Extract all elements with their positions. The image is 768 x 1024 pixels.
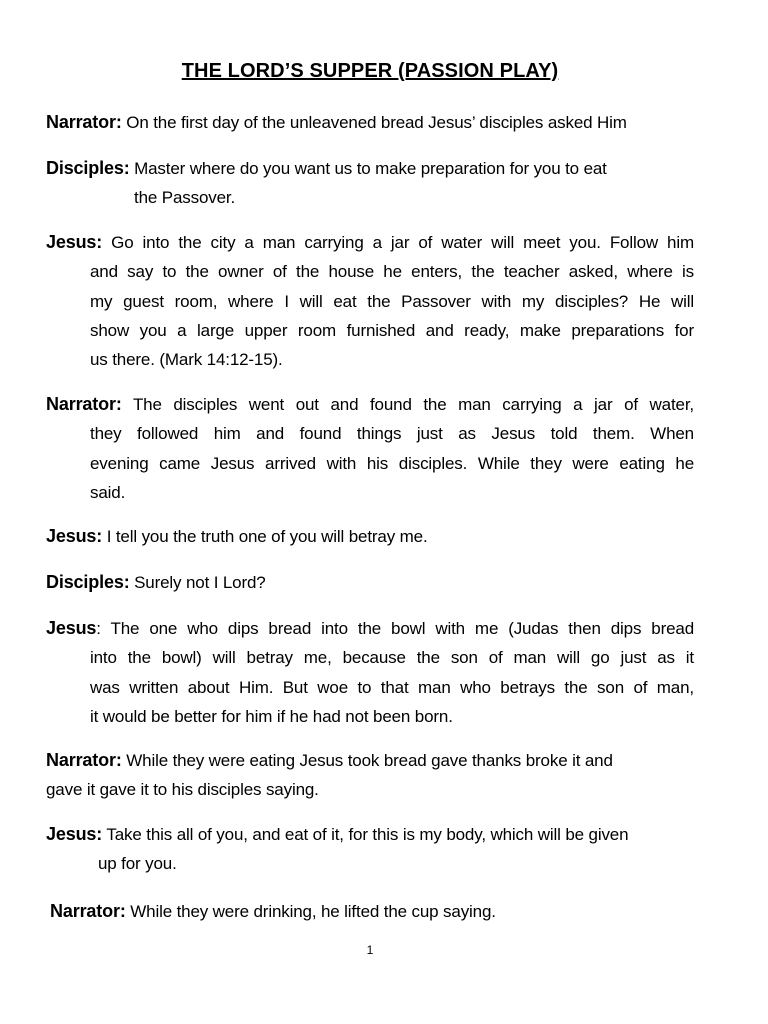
dialogue-text: into the bowl) will betray me, because the son of man will go just as it [90, 648, 694, 668]
dialogue-line [46, 702, 694, 731]
dialogue-line [46, 673, 694, 702]
dialogue-line [46, 614, 694, 643]
dialogue-paragraph [46, 897, 694, 926]
speaker-label: Jesus [46, 618, 97, 638]
dialogue-line [46, 568, 694, 597]
speaker-label: Jesus: [46, 526, 103, 546]
dialogue-line [46, 345, 694, 374]
dialogue-text: was written about Him. But woe to that man who betrays the son of man, [90, 677, 694, 697]
speaker-label: Narrator: [50, 901, 126, 921]
dialogue-line [46, 820, 694, 849]
page-title: THE LORD’S SUPPER (PASSION PLAY) [181, 60, 559, 82]
dialogue-line [46, 449, 694, 478]
dialogue-line [46, 522, 694, 551]
dialogue-line [46, 643, 694, 672]
dialogue-text: The disciples went out and found the man carrying a jar of water, [121, 395, 694, 414]
dialogue-line [46, 228, 694, 257]
dialogue-line [46, 154, 694, 183]
dialogue-paragraph [46, 614, 694, 731]
speaker-label: Narrator: [46, 112, 122, 132]
dialogue-line [46, 849, 694, 878]
dialogue-text: While they were drinking, he lifted the cup saying. [125, 902, 496, 921]
page-number: 1 [366, 943, 374, 957]
dialogue-text: and say to the owner of the house he enters, the teacher asked, where is [90, 262, 694, 282]
speaker-label: Jesus: [46, 232, 103, 252]
speaker-label: Narrator: [46, 750, 122, 770]
dialogue-text: : The one who dips bread into the bowl with me (Judas then dips bread [96, 619, 694, 638]
dialogue-paragraph [46, 568, 694, 597]
speaker-label: Narrator: [46, 394, 122, 414]
dialogue-text: Take this all of you, and eat of it, for this is my body, which will be given [102, 825, 629, 844]
dialogue-text: my guest room, where I will eat the Passover with my disciples? He will [90, 291, 694, 311]
speaker-label: Disciples: [46, 572, 130, 592]
dialogue-line [46, 257, 694, 286]
dialogue-text: said. [90, 482, 126, 502]
dialogue-line [46, 183, 694, 212]
dialogue-line [46, 108, 694, 137]
dialogue-line [46, 419, 694, 448]
dialogue-text: up for you. [98, 854, 177, 874]
dialogue-paragraph [46, 154, 694, 213]
dialogue-line [46, 287, 694, 316]
dialogue-line [46, 478, 694, 507]
dialogue-paragraph [46, 390, 694, 507]
dialogue-text: On the first day of the unleavened bread Jesus’ disciples asked Him [121, 113, 627, 132]
speaker-label: Jesus: [46, 824, 103, 844]
dialogue-line [46, 746, 694, 775]
dialogue-line [46, 775, 694, 804]
dialogue-paragraph [46, 228, 694, 374]
dialogue-text: they followed him and found things just as Jesus told them. When [90, 424, 694, 444]
dialogue-text: us there. (Mark 14:12-15). [90, 350, 283, 370]
dialogue-text: Surely not I Lord? [129, 573, 266, 592]
dialogue-text: it would be better for him if he had not been born. [90, 706, 453, 726]
dialogue-text: the Passover. [134, 188, 236, 208]
dialogue-text: Go into the city a man carrying a jar of water will meet you. Follow him [102, 233, 694, 252]
speaker-label: Disciples: [46, 158, 130, 178]
dialogue-paragraph [46, 108, 694, 137]
dialogue-paragraph [46, 522, 694, 551]
dialogue-text: Master where do you want us to make preparation for you to eat [129, 159, 607, 178]
dialogue-text: evening came Jesus arrived with his disciples. While they were eating he [90, 453, 694, 473]
dialogue-paragraph [46, 746, 694, 805]
dialogue-text: While they were eating Jesus took bread gave thanks broke it and [121, 751, 613, 770]
dialogue-line [46, 390, 694, 419]
dialogue-text: gave it gave it to his disciples saying. [46, 780, 319, 800]
dialogue-line [46, 897, 694, 926]
dialogue-line [46, 316, 694, 345]
dialogue-text: I tell you the truth one of you will betray me. [102, 527, 428, 546]
dialogue-text: show you a large upper room furnished and ready, make preparations for [90, 320, 694, 340]
dialogue-paragraph [46, 820, 694, 879]
